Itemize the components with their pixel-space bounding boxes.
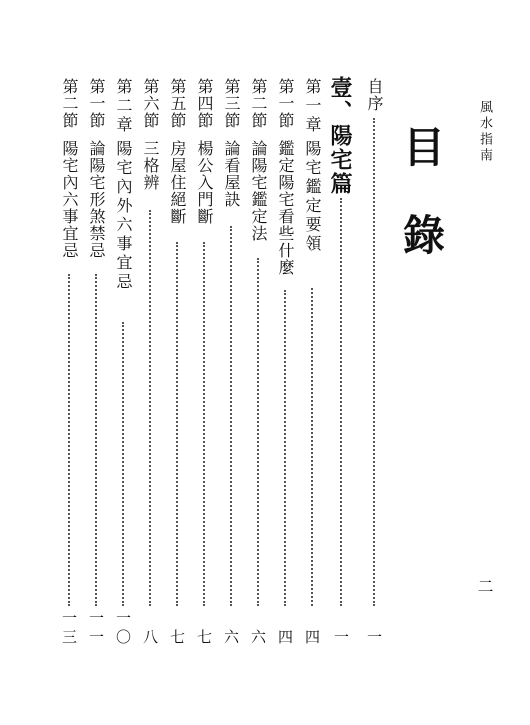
entry-page: 六 <box>222 629 240 648</box>
toc-entry-section[interactable] <box>138 78 162 648</box>
entry-label: 第二節 <box>60 78 79 129</box>
book-title: 風水指南 <box>477 100 492 164</box>
leader-dots <box>373 118 375 606</box>
entry-label: 第二節 <box>249 78 268 129</box>
entry-page: 六 <box>249 629 267 648</box>
leader-dots <box>257 258 259 606</box>
entry-page: 一一 <box>87 610 105 648</box>
entry-label: 第一節 <box>87 78 106 129</box>
entry-label: 第二章 <box>114 78 133 135</box>
toc-entry-section[interactable] <box>219 78 243 648</box>
entry-title: 三格辨 <box>141 140 160 191</box>
leader-dots <box>230 226 232 606</box>
entry-title: 楊公入門斷 <box>195 140 214 225</box>
entry-label: 第四節 <box>195 78 214 129</box>
entry-label: 第一節 <box>276 78 295 129</box>
entry-page: 一 <box>332 629 350 648</box>
entry-title: 論看屋訣 <box>222 140 241 208</box>
leader-dots <box>340 198 342 606</box>
entry-title: 陽宅內六事宜忌 <box>60 140 79 259</box>
entry-page: 七 <box>168 629 186 648</box>
entry-title: 陽宅鑑定要領 <box>303 140 322 254</box>
entry-title: 自序 <box>365 78 384 112</box>
toc-entry-chapter-2[interactable] <box>111 78 135 648</box>
entry-page: 八 <box>141 629 159 648</box>
entry-page: 一〇 <box>114 610 132 648</box>
leader-dots <box>203 242 205 606</box>
entry-title: 論陽宅形煞禁忌 <box>87 140 106 259</box>
toc-entry-part[interactable] <box>329 78 353 648</box>
entry-page: 四 <box>276 629 294 648</box>
leader-dots <box>149 210 151 606</box>
entry-page: 一 <box>365 629 383 648</box>
leader-dots <box>284 290 286 606</box>
toc-entry-section[interactable] <box>192 78 216 648</box>
entry-title: 鑑定陽宅看些什麼 <box>276 140 295 276</box>
toc-entry-section[interactable] <box>84 78 108 648</box>
toc-entry-section[interactable] <box>273 78 297 648</box>
entry-label: 第六節 <box>141 78 160 129</box>
toc-entry-section[interactable] <box>57 78 81 648</box>
toc-entry-section[interactable] <box>165 78 189 648</box>
entry-title: 論陽宅鑑定法 <box>249 140 268 242</box>
leader-dots <box>176 242 178 606</box>
entry-page: 一三 <box>60 610 78 648</box>
entry-label: 第三節 <box>222 78 241 129</box>
toc-entry-section[interactable] <box>246 78 270 648</box>
page-number: 二 <box>475 578 494 594</box>
entry-page: 四 <box>303 629 321 648</box>
toc-heading: 目錄 <box>397 125 446 301</box>
toc-entry-preface[interactable] <box>362 78 386 648</box>
entry-label: 第一章 <box>303 78 322 135</box>
entry-label: 第五節 <box>168 78 187 129</box>
leader-dots <box>122 322 124 606</box>
entry-title: 陽宅內外六事宜忌 <box>114 140 133 292</box>
entry-title: 壹、陽宅篇 <box>327 76 353 196</box>
entry-title: 房屋住絕斷 <box>168 140 187 225</box>
leader-dots <box>311 288 313 606</box>
entry-page: 七 <box>195 629 213 648</box>
leader-dots <box>68 274 70 606</box>
toc-entry-chapter-1[interactable] <box>300 78 324 648</box>
leader-dots <box>95 274 97 606</box>
